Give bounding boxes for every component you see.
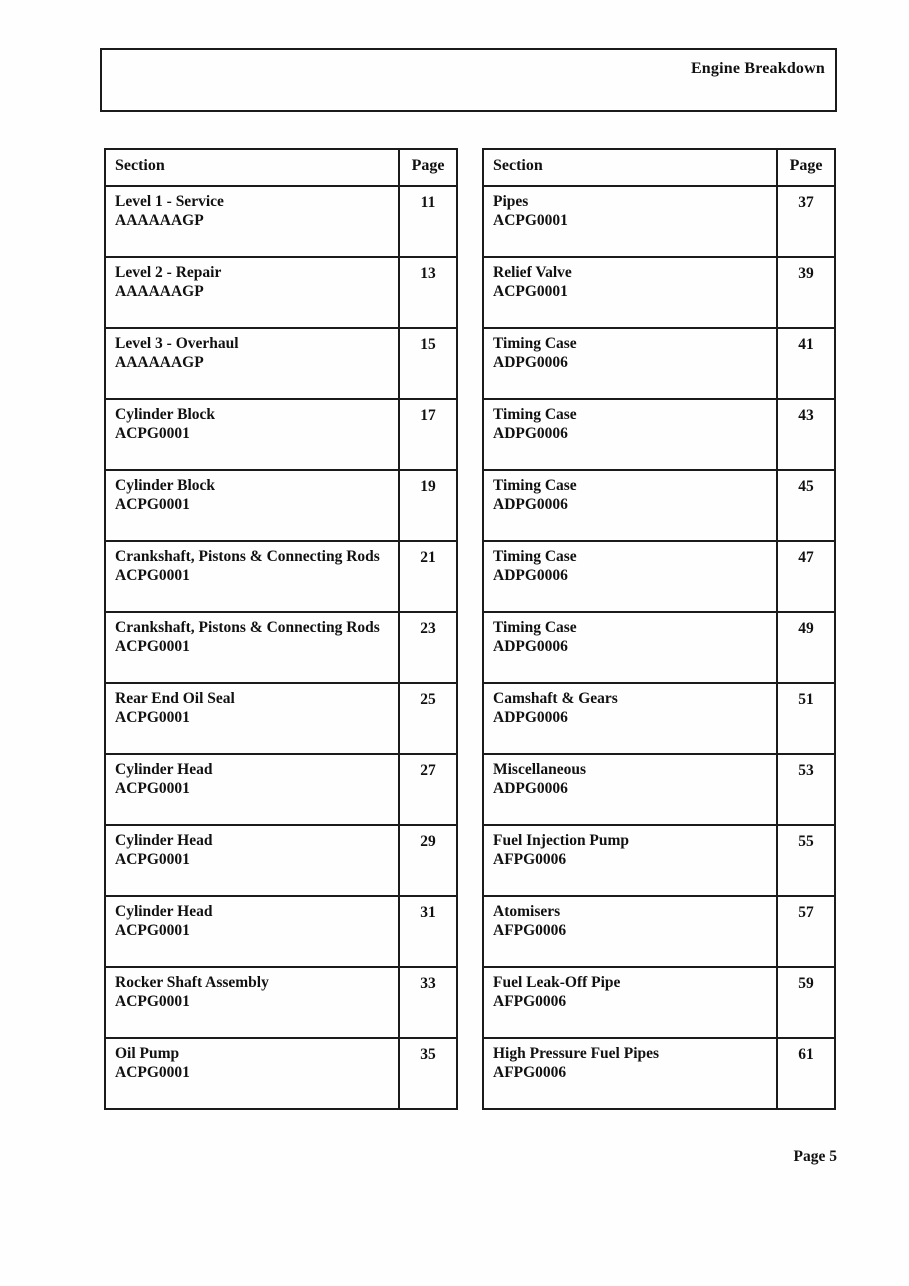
section-cell (106, 258, 398, 327)
section-title: Camshaft & Gears (493, 690, 618, 707)
section-code: ADPG0006 (493, 424, 568, 442)
section-cell (484, 755, 776, 824)
page-number-cell: 21 (398, 542, 456, 611)
table-row (484, 824, 834, 895)
section-cell (106, 1039, 398, 1108)
table-row (484, 185, 834, 256)
section-cell (106, 755, 398, 824)
section-title: Atomisers (493, 903, 561, 920)
section-title: Timing Case (493, 335, 577, 352)
page-number-cell: 47 (776, 542, 834, 611)
page-number-cell: 39 (776, 258, 834, 327)
section-title: Timing Case (493, 548, 577, 565)
section-code: ADPG0006 (493, 495, 568, 513)
page-number-cell: 23 (398, 613, 456, 682)
page-number-cell: 45 (776, 471, 834, 540)
table-body (106, 185, 456, 1108)
section-title: Level 3 - Overhaul (115, 335, 239, 352)
section-code: ADPG0006 (493, 708, 568, 726)
section-title: Miscellaneous (493, 761, 586, 778)
section-cell (106, 684, 398, 753)
page-number-cell: 51 (776, 684, 834, 753)
section-title: Level 2 - Repair (115, 264, 222, 281)
table-row (106, 966, 456, 1037)
section-code: ACPG0001 (115, 992, 190, 1010)
section-cell (484, 400, 776, 469)
page-number-cell: 61 (776, 1039, 834, 1108)
table-row (484, 469, 834, 540)
table-row (106, 256, 456, 327)
section-code: ACPG0001 (115, 850, 190, 868)
section-code: ACPG0001 (115, 779, 190, 797)
section-code: ADPG0006 (493, 353, 568, 371)
section-title: Cylinder Head (115, 832, 213, 849)
section-cell (106, 400, 398, 469)
section-cell (106, 542, 398, 611)
footer-page-number: Page 5 (793, 1148, 837, 1165)
section-code: ACPG0001 (115, 1063, 190, 1081)
table-row (484, 966, 834, 1037)
section-code: ADPG0006 (493, 566, 568, 584)
table-row (106, 469, 456, 540)
section-cell (106, 826, 398, 895)
section-title: Level 1 - Service (115, 193, 224, 210)
section-title: Fuel Injection Pump (493, 832, 630, 849)
page-header-box (100, 48, 837, 112)
page-number-cell: 29 (398, 826, 456, 895)
page-number-cell: 41 (776, 329, 834, 398)
table-row (484, 895, 834, 966)
section-cell (106, 897, 398, 966)
section-title: Oil Pump (115, 1045, 180, 1062)
section-cell (484, 1039, 776, 1108)
section-cell (484, 542, 776, 611)
section-code: ADPG0006 (493, 779, 568, 797)
page-number-cell: 59 (776, 968, 834, 1037)
page-number-cell: 53 (776, 755, 834, 824)
table-row (106, 540, 456, 611)
section-code: AFPG0006 (493, 1063, 567, 1081)
section-code: ACPG0001 (115, 566, 190, 584)
page-number-cell: 27 (398, 755, 456, 824)
table-row (484, 1037, 834, 1108)
table-row (484, 398, 834, 469)
table-row (484, 611, 834, 682)
section-code: AAAAAAGP (115, 282, 204, 300)
table-row (106, 753, 456, 824)
section-cell (106, 187, 398, 256)
section-code: ACPG0001 (493, 282, 568, 300)
toc-table-right (482, 148, 836, 1110)
section-title: Rear End Oil Seal (115, 690, 235, 707)
section-title: Timing Case (493, 477, 577, 494)
section-code: ACPG0001 (115, 637, 190, 655)
table-row (484, 327, 834, 398)
section-code: AFPG0006 (493, 850, 567, 868)
table-row (484, 540, 834, 611)
page-number-cell: 15 (398, 329, 456, 398)
section-code: AFPG0006 (493, 921, 567, 939)
section-cell (484, 258, 776, 327)
section-cell (484, 897, 776, 966)
section-title: Rocker Shaft Assembly (115, 974, 269, 991)
section-code: ADPG0006 (493, 637, 568, 655)
section-cell (484, 613, 776, 682)
column-header-section: Section (115, 157, 165, 174)
table-row (106, 398, 456, 469)
section-title: High Pressure Fuel Pipes (493, 1045, 660, 1062)
table-row (106, 185, 456, 256)
table-row (484, 682, 834, 753)
table-header-row (106, 150, 456, 185)
section-title: Relief Valve (493, 264, 572, 281)
section-code: AAAAAAGP (115, 353, 204, 371)
section-cell (484, 471, 776, 540)
section-cell (484, 684, 776, 753)
column-header-page: Page (776, 150, 834, 185)
page-number-cell: 19 (398, 471, 456, 540)
section-title: Cylinder Head (115, 761, 213, 778)
section-code: ACPG0001 (493, 211, 568, 229)
page-number-cell: 17 (398, 400, 456, 469)
section-title: Crankshaft, Pistons & Connecting Rods (115, 548, 380, 565)
section-code: ACPG0001 (115, 495, 190, 513)
section-title: Fuel Leak-Off Pipe (493, 974, 621, 991)
page-number-cell: 33 (398, 968, 456, 1037)
section-cell (106, 613, 398, 682)
page-number-cell: 25 (398, 684, 456, 753)
page-number-cell: 43 (776, 400, 834, 469)
section-cell (106, 471, 398, 540)
section-title: Timing Case (493, 619, 577, 636)
page-number-cell: 11 (398, 187, 456, 256)
page-number-cell: 35 (398, 1039, 456, 1108)
table-row (106, 1037, 456, 1108)
section-title: Pipes (493, 193, 529, 210)
section-code: ACPG0001 (115, 921, 190, 939)
section-code: AFPG0006 (493, 992, 567, 1010)
section-title: Cylinder Block (115, 406, 216, 423)
table-row (106, 824, 456, 895)
table-row (106, 611, 456, 682)
column-header-page: Page (398, 150, 456, 185)
section-code: AAAAAAGP (115, 211, 204, 229)
section-cell (106, 329, 398, 398)
table-row (484, 753, 834, 824)
table-row (106, 327, 456, 398)
column-header-section: Section (493, 157, 543, 174)
table-row (484, 256, 834, 327)
table-row (106, 682, 456, 753)
table-header-row (484, 150, 834, 185)
page-title: Engine Breakdown (690, 60, 825, 77)
page-number-cell: 49 (776, 613, 834, 682)
section-cell (484, 329, 776, 398)
page-number-cell: 31 (398, 897, 456, 966)
section-cell (484, 826, 776, 895)
section-title: Crankshaft, Pistons & Connecting Rods (115, 619, 380, 636)
section-cell (484, 968, 776, 1037)
toc-table-left (104, 148, 458, 1110)
page-number-cell: 13 (398, 258, 456, 327)
page-number-cell: 37 (776, 187, 834, 256)
section-cell (106, 968, 398, 1037)
section-cell (484, 187, 776, 256)
section-title: Cylinder Block (115, 477, 216, 494)
page-number-cell: 55 (776, 826, 834, 895)
section-title: Timing Case (493, 406, 577, 423)
section-title: Cylinder Head (115, 903, 213, 920)
table-body (484, 185, 834, 1108)
table-row (106, 895, 456, 966)
page-number-cell: 57 (776, 897, 834, 966)
section-code: ACPG0001 (115, 708, 190, 726)
section-code: ACPG0001 (115, 424, 190, 442)
